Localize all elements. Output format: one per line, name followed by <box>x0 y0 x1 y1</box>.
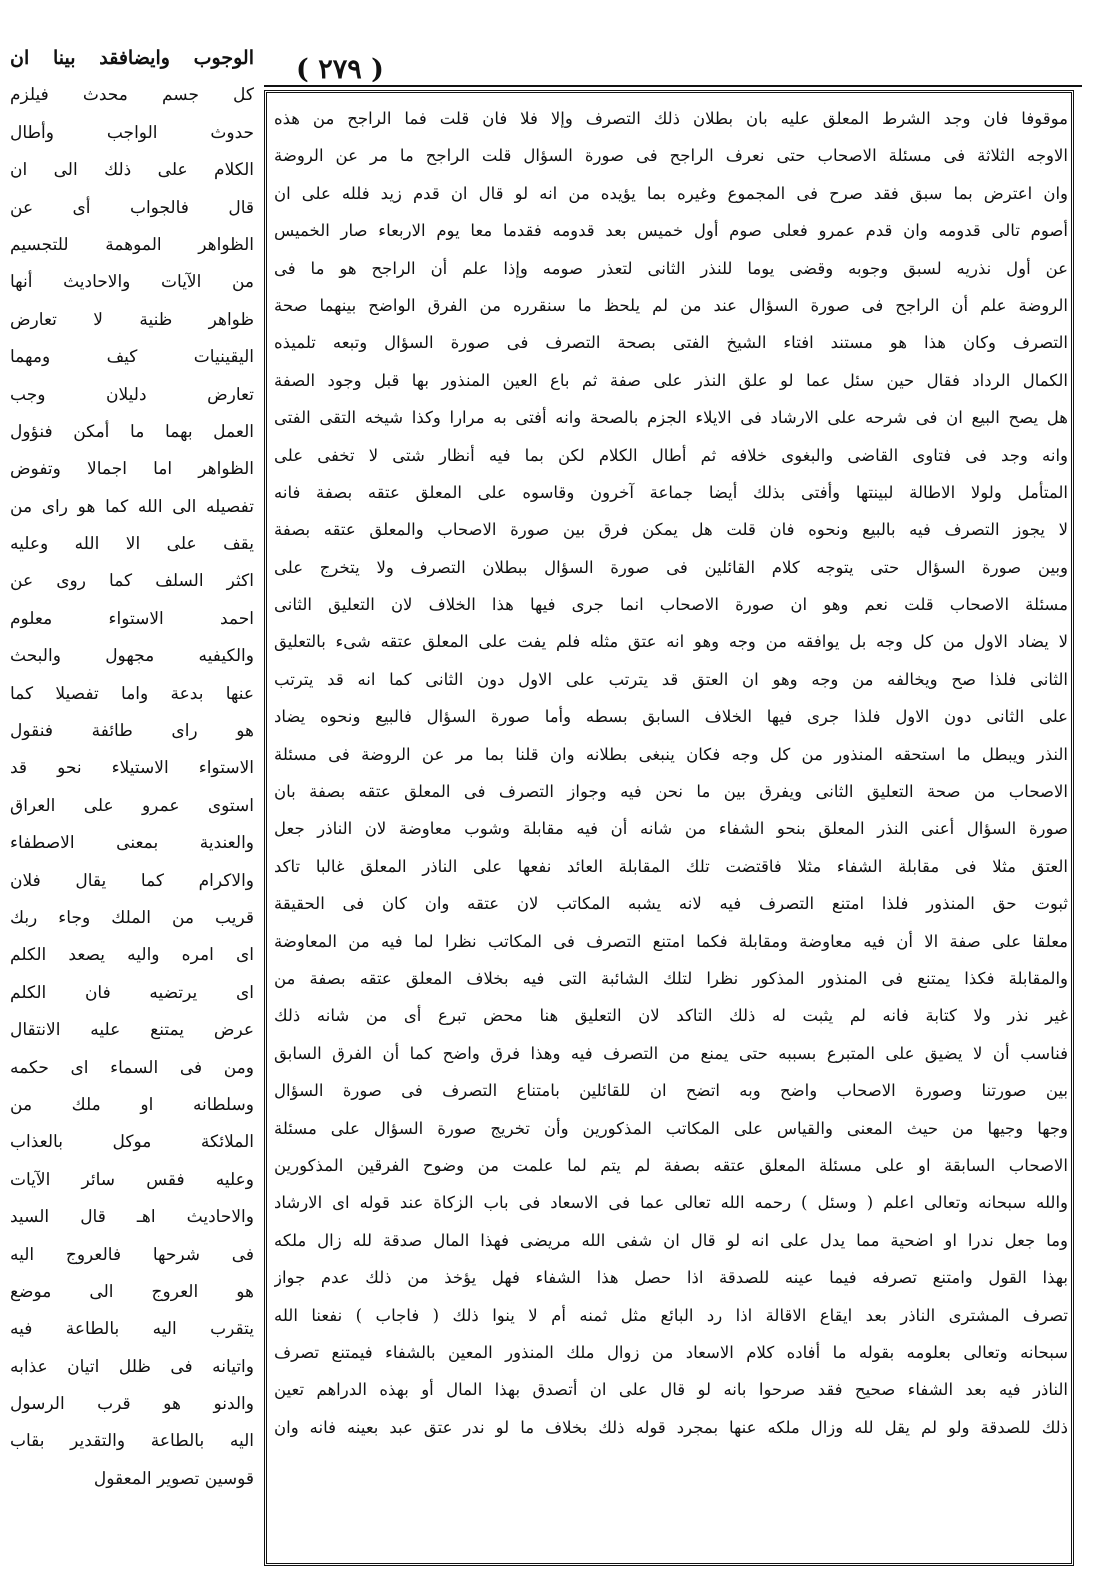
margin-line: قال فالجواب أى عن <box>10 197 254 218</box>
main-text-line: فناسب أن لا يضيق على المتبرع بسببه حتى يمنع من التصرف فيه وهذا فرق واضح كما أن الفرق السابق <box>274 1043 1068 1063</box>
margin-line: اى امره واليه يصعد الكلم <box>10 945 254 966</box>
margin-line: يقف على الا الله وعليه <box>10 534 254 555</box>
main-text-line: ثبوت حق المنذور فلذا امتنع التصرف فيه لانه يشبه المكاتب لان عتقه وان كان فى الحقيقة <box>274 894 1068 914</box>
margin-line: اى يرتضيه فان الكلم <box>10 982 254 1003</box>
margin-line: الوجوب وايضافقد بينا ان <box>10 47 254 69</box>
main-text-line: وبين صورة السؤال حتى يتوجه كلام القائلين فى صورة السؤال ببطلان التصرف ولا يتخرج على <box>274 557 1068 577</box>
margin-line: حدوث الواجب وأطال <box>10 122 254 143</box>
margin-line: هو العروج الى موضع <box>10 1281 254 1302</box>
margin-commentary <box>10 40 254 1570</box>
margin-line: قريب من الملك وجاء ربك <box>10 907 254 928</box>
margin-line: وعليه فقس سائر الآيات <box>10 1169 254 1190</box>
margin-line: وسلطانه او ملك من <box>10 1094 254 1115</box>
main-text-line: المتأمل ولولا الاطالة لبينتها وأفتى بذلك أيضا جماعة آخرون وقاسوه على المعلق عتقه بصفة فانه <box>274 482 1068 502</box>
margin-line: هو راى طائفة فنقول <box>10 721 254 742</box>
main-text-line: والمقابلة فكذا يمتنع فى المنذور المذكور نظرا لتلك الشائبة التى فيه بخلاف المعلق عتقه بصفة من <box>274 968 1068 988</box>
margin-line: قوسين تصوير المعقول <box>93 1468 254 1489</box>
main-text-line: الناذر فيه بعد الشفاء صحيح فقد صرحوا بانه لو قال على ان أتصدق بهذا المال أو بهذه الدراهم تعين <box>274 1380 1068 1400</box>
margin-line: العمل بهما ما أمكن فنؤول <box>10 421 254 442</box>
main-text-line: الاصحاب السابقة او على مسئلة المعلق عتقه بصفة لم يتم لما علمت من وضوح الفرقين المذكورين <box>274 1155 1068 1175</box>
main-text-line: هل يصح البيع ان فى شرحه على الارشاد فى الايلاء الجزم بالصحة وانه أفتى به مرارا وكذا شيخه التقى الفتى <box>274 408 1068 428</box>
margin-line: من الآيات والاحاديث أنها <box>10 272 254 293</box>
margin-line: الاستواء الاستيلاء نحو قد <box>10 758 254 779</box>
margin-line: يتقرب اليه بالطاعة فيه <box>10 1319 254 1340</box>
main-text-line: غير نذر ولا كتابة فانه لم يثبت له ذلك التاكد لان التعليق هنا محض تبرع أى من شانه ذلك <box>274 1006 1068 1026</box>
main-text-line: الروضة علم أن الراجح فى صورة السؤال عند من لم يلحظ ما سنقرره من الفرق الواضح بينهما صحة <box>274 295 1068 315</box>
main-text-line: صورة السؤال أعنى النذر المعلق بنحو الشفاء من شانه أن فيه مقابلة وشوب معاوضة لان الناذر جعل <box>274 819 1068 839</box>
main-text-line: مسئلة الاصحاب قلت نعم وهو ان صورة الاصحاب انما جرى فيها هذا الخلاف لان التعليق الثانى <box>274 595 1068 615</box>
margin-line: فى شرحها فالعروج اليه <box>10 1244 254 1265</box>
main-text-line: الاوجه الثلاثة فى مسئلة الاصحاب حتى نعرف الراجح فى صورة السؤال قلت الراجح ما مر عن الروضة <box>274 146 1068 166</box>
margin-line: عرض يمتنع عليه الانتقال <box>10 1020 254 1041</box>
main-text-line: ذلك للصدقة ولو لم يقل لله وزال ملكه عنها بمجرد قوله ذلك بخلاف ما لو ندر عتق عبد بعينه فانه وان <box>274 1417 1068 1437</box>
main-text-line: والله سبحانه وتعالى اعلم ( وسئل ) رحمه الله تعالى عما فى الاسعاد فى باب الزكاة عند قوله اى الارشاد <box>274 1193 1068 1213</box>
margin-line: تفصيله الى الله كما هو راى من <box>10 496 254 517</box>
margin-line: والكيفيه مجهول والبحث <box>10 646 254 667</box>
margin-line: الملائكة موكل بالعذاب <box>10 1132 254 1153</box>
margin-line: ظواهر ظنية لا تعارض <box>10 309 254 330</box>
main-text-line: النذر ويبطل ما استحقه المنذور من كل وجه فكان ينبغى بطلانه وان قلنا بما مر عن الروضة فى مسئلة <box>274 744 1068 764</box>
margin-line: احمد الاستواء معلوم <box>10 608 254 629</box>
margin-line: والعندية بمعنى الاصطفاء <box>10 833 254 854</box>
main-text-line: وان اعترض بما سبق فقد صرح فى المجموع وغيره بما يؤيده من انه لو قال ان قدم زيد فلله على ان <box>274 183 1068 203</box>
main-text-line: العتق مثلا فى مقابلة الشفاء مثلا فاقتضت تلك المقابلة العائد نفعها على الناذر المعلق غالبا تاكد <box>274 856 1068 876</box>
main-text-line: وانه وجد فى فتاوى القاضى والبغوى خلافه ثم أطال الكلام لكن بما فيه أنظار شتى لا تخفى على <box>274 445 1068 465</box>
main-text-line: بهذا القول وامتنع تصرفه فيما عينه للصدقة اذا حصل هذا الشفاء فهل يؤخذ من ذلك عدم جواز <box>274 1268 1068 1288</box>
margin-line: والاكرام كما يقال فلان <box>10 870 254 891</box>
main-text-line: الثانى فلذا صح ويخالفه من وجه وهو ان العتق قد يترتب على الاول دون الثانى كما انه قد يترتب <box>274 669 1068 689</box>
main-text-line: عن أول نذريه لسبق وجوبه وقضى يوما للنذر الثانى لتعذر صومه وإذا علم أن الراجح هو ما فى <box>274 258 1068 278</box>
main-text-line: وجها وجيها من حيث المعنى والقياس على المكاتب المذكورين وأن تخريج صورة السؤال على مسئلة <box>274 1118 1068 1138</box>
margin-line: عنها بدعة واما تفصيلا كما <box>10 683 254 704</box>
margin-line: استوى عمرو على العراق <box>10 795 254 816</box>
top-rule <box>264 85 1082 87</box>
main-text-line: الكمال الرداد فقال حين سئل عما لو علق النذر على صفة ثم باع العين المنذور بها قبل وجود الصفة <box>274 370 1068 390</box>
main-text-body <box>274 100 1068 1560</box>
margin-line: اليه بالطاعة والتقدير بقاب <box>10 1431 254 1452</box>
main-text-line: موقوفا فان وجد الشرط المعلق عليه بان بطلان ذلك التصرف وإلا فلا فان قلت فما الراجح من هذه <box>274 109 1068 128</box>
main-text-line: بين صورتنا وصورة الاصحاب واضح وبه اتضح ان للقائلين بامتناع التصرف فى صورة السؤال <box>274 1081 1068 1101</box>
page-number: ( ٢٧٩ ) <box>296 54 384 85</box>
main-text-line: تصرف المشترى الناذر بعد ايقاع الاقالة اذا رد البائع مثل ثمنه أم لا ينوا ذلك ( فاجاب ) نفعنا الله <box>274 1305 1068 1325</box>
margin-line: الظواهر اما اجمالا وتفوض <box>10 459 254 480</box>
margin-line: الظواهر الموهمة للتجسيم <box>10 234 254 255</box>
margin-line: الكلام على ذلك الى ان <box>10 160 254 181</box>
main-text-line: لا يضاد الاول من كل وجه بل يوافقه من وجه وهو انه عتق مثله فلم يفت على المعلق عتقه شىء بالتعليق <box>274 632 1068 652</box>
margin-line: كل جسم محدث فيلزم <box>10 85 254 106</box>
main-text-line: على الثانى دون الاول فلذا جرى فيها الخلاف السابق بسطه وأما صورة السؤال فالبيع ونحوه يضاد <box>274 707 1068 727</box>
main-text-line: وما جعل ندرا او اضحية مما يدل على انه لو قال ان شفى الله مريضى فهذا المال صدقة لله زال ملكه <box>274 1230 1068 1250</box>
margin-line: والاحاديث اهـ قال السيد <box>10 1207 254 1228</box>
main-text-line: التصرف وكان هذا هو مستند افتاء الشيخ الفتى بصحة التصرف فى صورة السؤال وتبعه تلميذه <box>274 333 1068 353</box>
margin-line: واتيانه فى ظلل اتيان عذابه <box>10 1356 254 1377</box>
margin-line: تعارض دليلان وجب <box>10 384 254 405</box>
main-text-line: أصوم تالى قدومه وان قدم عمرو فعلى صوم أول خميس بعد قدومه فقدما معا يوم الاربعاء صار الخميس <box>274 221 1068 241</box>
margin-line: اليقينيات كيف ومهما <box>10 347 254 368</box>
main-text-line: سبحانه وتعالى بعلومه بقوله ما أفاده كلام الاسعاد من زوال ملك المنذور المعين بالشفاء فيمتنع تصرف <box>274 1342 1068 1362</box>
main-text-line: الاصحاب من صحة التعليق الثانى ويفرق بين ما نحن فيه وجواز التصرف فى المعلق عتقه بصفة بان <box>274 782 1068 802</box>
margin-line: اكثر السلف كما روى عن <box>10 571 254 592</box>
margin-line: والدنو هو قرب الرسول <box>10 1394 254 1415</box>
main-text-line: معلقا على صفة الا أن فيه معاوضة ومقابلة فكما امتنع التصرف فى المكاتب نظرا لما فيه من المعاوضة <box>274 931 1068 951</box>
main-text-line: لا يجوز التصرف فيه بالبيع ونحوه فان قلت هل يمكن فرق بين صورة الاصحاب والمعلق عتقه بصفة <box>274 520 1068 540</box>
margin-line: ومن فى السماء اى حكمه <box>10 1057 254 1078</box>
